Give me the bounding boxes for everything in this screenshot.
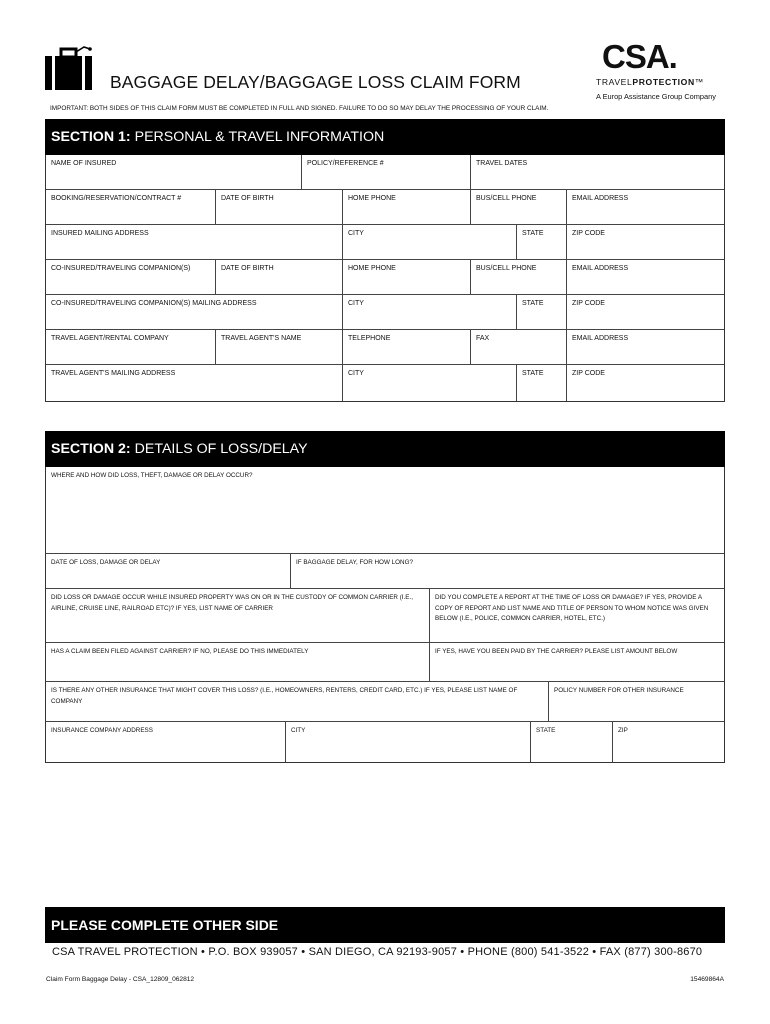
companion-state-field[interactable]: STATE [517, 295, 567, 329]
claim-filed-field[interactable]: HAS A CLAIM BEEN FILED AGAINST CARRIER? IF NO, PLEASE DO THIS IMMEDIATELY [46, 643, 430, 681]
other-insurance-field[interactable]: IS THERE ANY OTHER INSURANCE THAT MIGHT COVER THIS LOSS? (I.E., HOMEOWNERS, RENTERS, CREDIT CARD, ETC.) IF YES, PLEASE LIST NAME OF COMPANY [46, 682, 549, 721]
logo-tagline: TRAVELPROTECTION™ [596, 77, 704, 87]
insurance-zip-field[interactable]: ZIP [618, 727, 628, 734]
section-1-form [45, 155, 725, 402]
section-1-header: SECTION 1: PERSONAL & TRAVEL INFORMATION [45, 119, 725, 155]
email-address-field[interactable]: EMAIL ADDRESS [572, 195, 629, 202]
companion-cell-phone-field[interactable]: BUS/CELL PHONE [471, 260, 567, 294]
contact-address: CSA TRAVEL PROTECTION • P.O. BOX 939057 • SAN DIEGO, CA 92193-9057 • PHONE (800) 541-3522 • FAX (877) 300-8670 [52, 946, 703, 958]
complete-other-side-banner: PLEASE COMPLETE OTHER SIDE [45, 907, 725, 943]
insurance-company-address-field[interactable]: INSURANCE COMPANY ADDRESS [46, 722, 286, 762]
policy-reference-field[interactable]: POLICY/REFERENCE # [302, 155, 471, 189]
form-row [46, 190, 724, 225]
travel-dates-field[interactable]: TRAVEL DATES [476, 160, 528, 167]
document-number: 15469864A [690, 976, 724, 983]
date-of-loss-field[interactable]: DATE OF LOSS, DAMAGE OR DELAY [46, 554, 291, 588]
form-row [46, 225, 724, 260]
agent-state-field[interactable]: STATE [517, 365, 567, 401]
agent-email-field[interactable]: EMAIL ADDRESS [572, 335, 629, 342]
co-insured-field[interactable]: CO-INSURED/TRAVELING COMPANION(S) [46, 260, 216, 294]
form-row [46, 554, 724, 589]
booking-number-field[interactable]: BOOKING/RESERVATION/CONTRACT # [46, 190, 216, 224]
important-notice: IMPORTANT: BOTH SIDES OF THIS CLAIM FORM MUST BE COMPLETED IN FULL AND SIGNED. FAILURE TO DO SO MAY DELAY THE PROCESSING OF YOUR CLAIM. [50, 105, 549, 112]
companion-home-phone-field[interactable]: HOME PHONE [343, 260, 471, 294]
form-title: BAGGAGE DELAY/BAGGAGE LOSS CLAIM FORM [110, 72, 521, 92]
agent-mailing-address-field[interactable]: TRAVEL AGENT'S MAILING ADDRESS [46, 365, 343, 401]
city-field[interactable]: CITY [343, 225, 517, 259]
logo-subtitle: A Europ Assistance Group Company [596, 92, 716, 101]
travel-agent-company-field[interactable]: TRAVEL AGENT/RENTAL COMPANY [46, 330, 216, 364]
form-row [46, 330, 724, 365]
other-policy-number-field[interactable]: POLICY NUMBER FOR OTHER INSURANCE [554, 687, 684, 694]
form-code: Claim Form Baggage Delay - CSA_12809_062812 [46, 976, 195, 983]
section-1 [45, 119, 725, 402]
bus-cell-phone-field[interactable]: BUS/CELL PHONE [471, 190, 567, 224]
loss-description-field[interactable]: WHERE AND HOW DID LOSS, THEFT, DAMAGE OR DELAY OCCUR? [51, 472, 253, 479]
agent-city-field[interactable]: CITY [343, 365, 517, 401]
common-carrier-field[interactable]: DID LOSS OR DAMAGE OCCUR WHILE INSURED PROPERTY WAS ON OR IN THE CUSTODY OF COMMON CARRIER (I.E., AIRLINE, CRUISE LINE, RAILROAD ETC)? IF YES, LIST NAME OF CARRIER [46, 589, 430, 642]
csa-logo [596, 40, 714, 104]
form-row [46, 589, 724, 643]
form-row [46, 260, 724, 295]
agent-telephone-field[interactable]: TELEPHONE [343, 330, 471, 364]
form-row [46, 643, 724, 682]
form-row [46, 467, 724, 554]
section-2-header: SECTION 2: DETAILS OF LOSS/DELAY [45, 431, 725, 467]
luggage-icon [44, 44, 96, 92]
companion-mailing-address-field[interactable]: CO-INSURED/TRAVELING COMPANION(S) MAILING ADDRESS [46, 295, 343, 329]
insurance-state-field[interactable]: STATE [531, 722, 613, 762]
form-row [46, 722, 724, 762]
carrier-paid-field[interactable]: IF YES, HAVE YOU BEEN PAID BY THE CARRIER? PLEASE LIST AMOUNT BELOW [435, 648, 678, 655]
travel-agent-name-field[interactable]: TRAVEL AGENT'S NAME [216, 330, 343, 364]
form-row [46, 365, 724, 401]
section-2-form [45, 467, 725, 763]
zip-code-field[interactable]: ZIP CODE [572, 230, 605, 237]
form-row [46, 682, 724, 722]
agent-fax-field[interactable]: FAX [471, 330, 567, 364]
companion-email-field[interactable]: EMAIL ADDRESS [572, 265, 629, 272]
companion-city-field[interactable]: CITY [343, 295, 517, 329]
insurance-city-field[interactable]: CITY [286, 722, 531, 762]
form-row [46, 295, 724, 330]
agent-zip-field[interactable]: ZIP CODE [572, 370, 605, 377]
delay-duration-field[interactable]: IF BAGGAGE DELAY, FOR HOW LONG? [296, 559, 413, 566]
state-field[interactable]: STATE [517, 225, 567, 259]
section-2 [45, 431, 725, 763]
companion-date-of-birth-field[interactable]: DATE OF BIRTH [216, 260, 343, 294]
name-of-insured-field[interactable]: NAME OF INSURED [46, 155, 302, 189]
report-completed-field[interactable]: DID YOU COMPLETE A REPORT AT THE TIME OF LOSS OR DAMAGE? IF YES, PROVIDE A COPY OF REPORT AND LIST NAME AND TITLE OF PERSON TO WHOM NOTICE WAS GIVEN BELOW (I.E., POLICE, COMMON CARRIER, HOTEL, ETC.) [435, 594, 709, 622]
companion-zip-field[interactable]: ZIP CODE [572, 300, 605, 307]
insured-mailing-address-field[interactable]: INSURED MAILING ADDRESS [46, 225, 343, 259]
form-row [46, 155, 724, 190]
logo-wordmark: CSA. [602, 38, 677, 75]
home-phone-field[interactable]: HOME PHONE [343, 190, 471, 224]
date-of-birth-field[interactable]: DATE OF BIRTH [216, 190, 343, 224]
